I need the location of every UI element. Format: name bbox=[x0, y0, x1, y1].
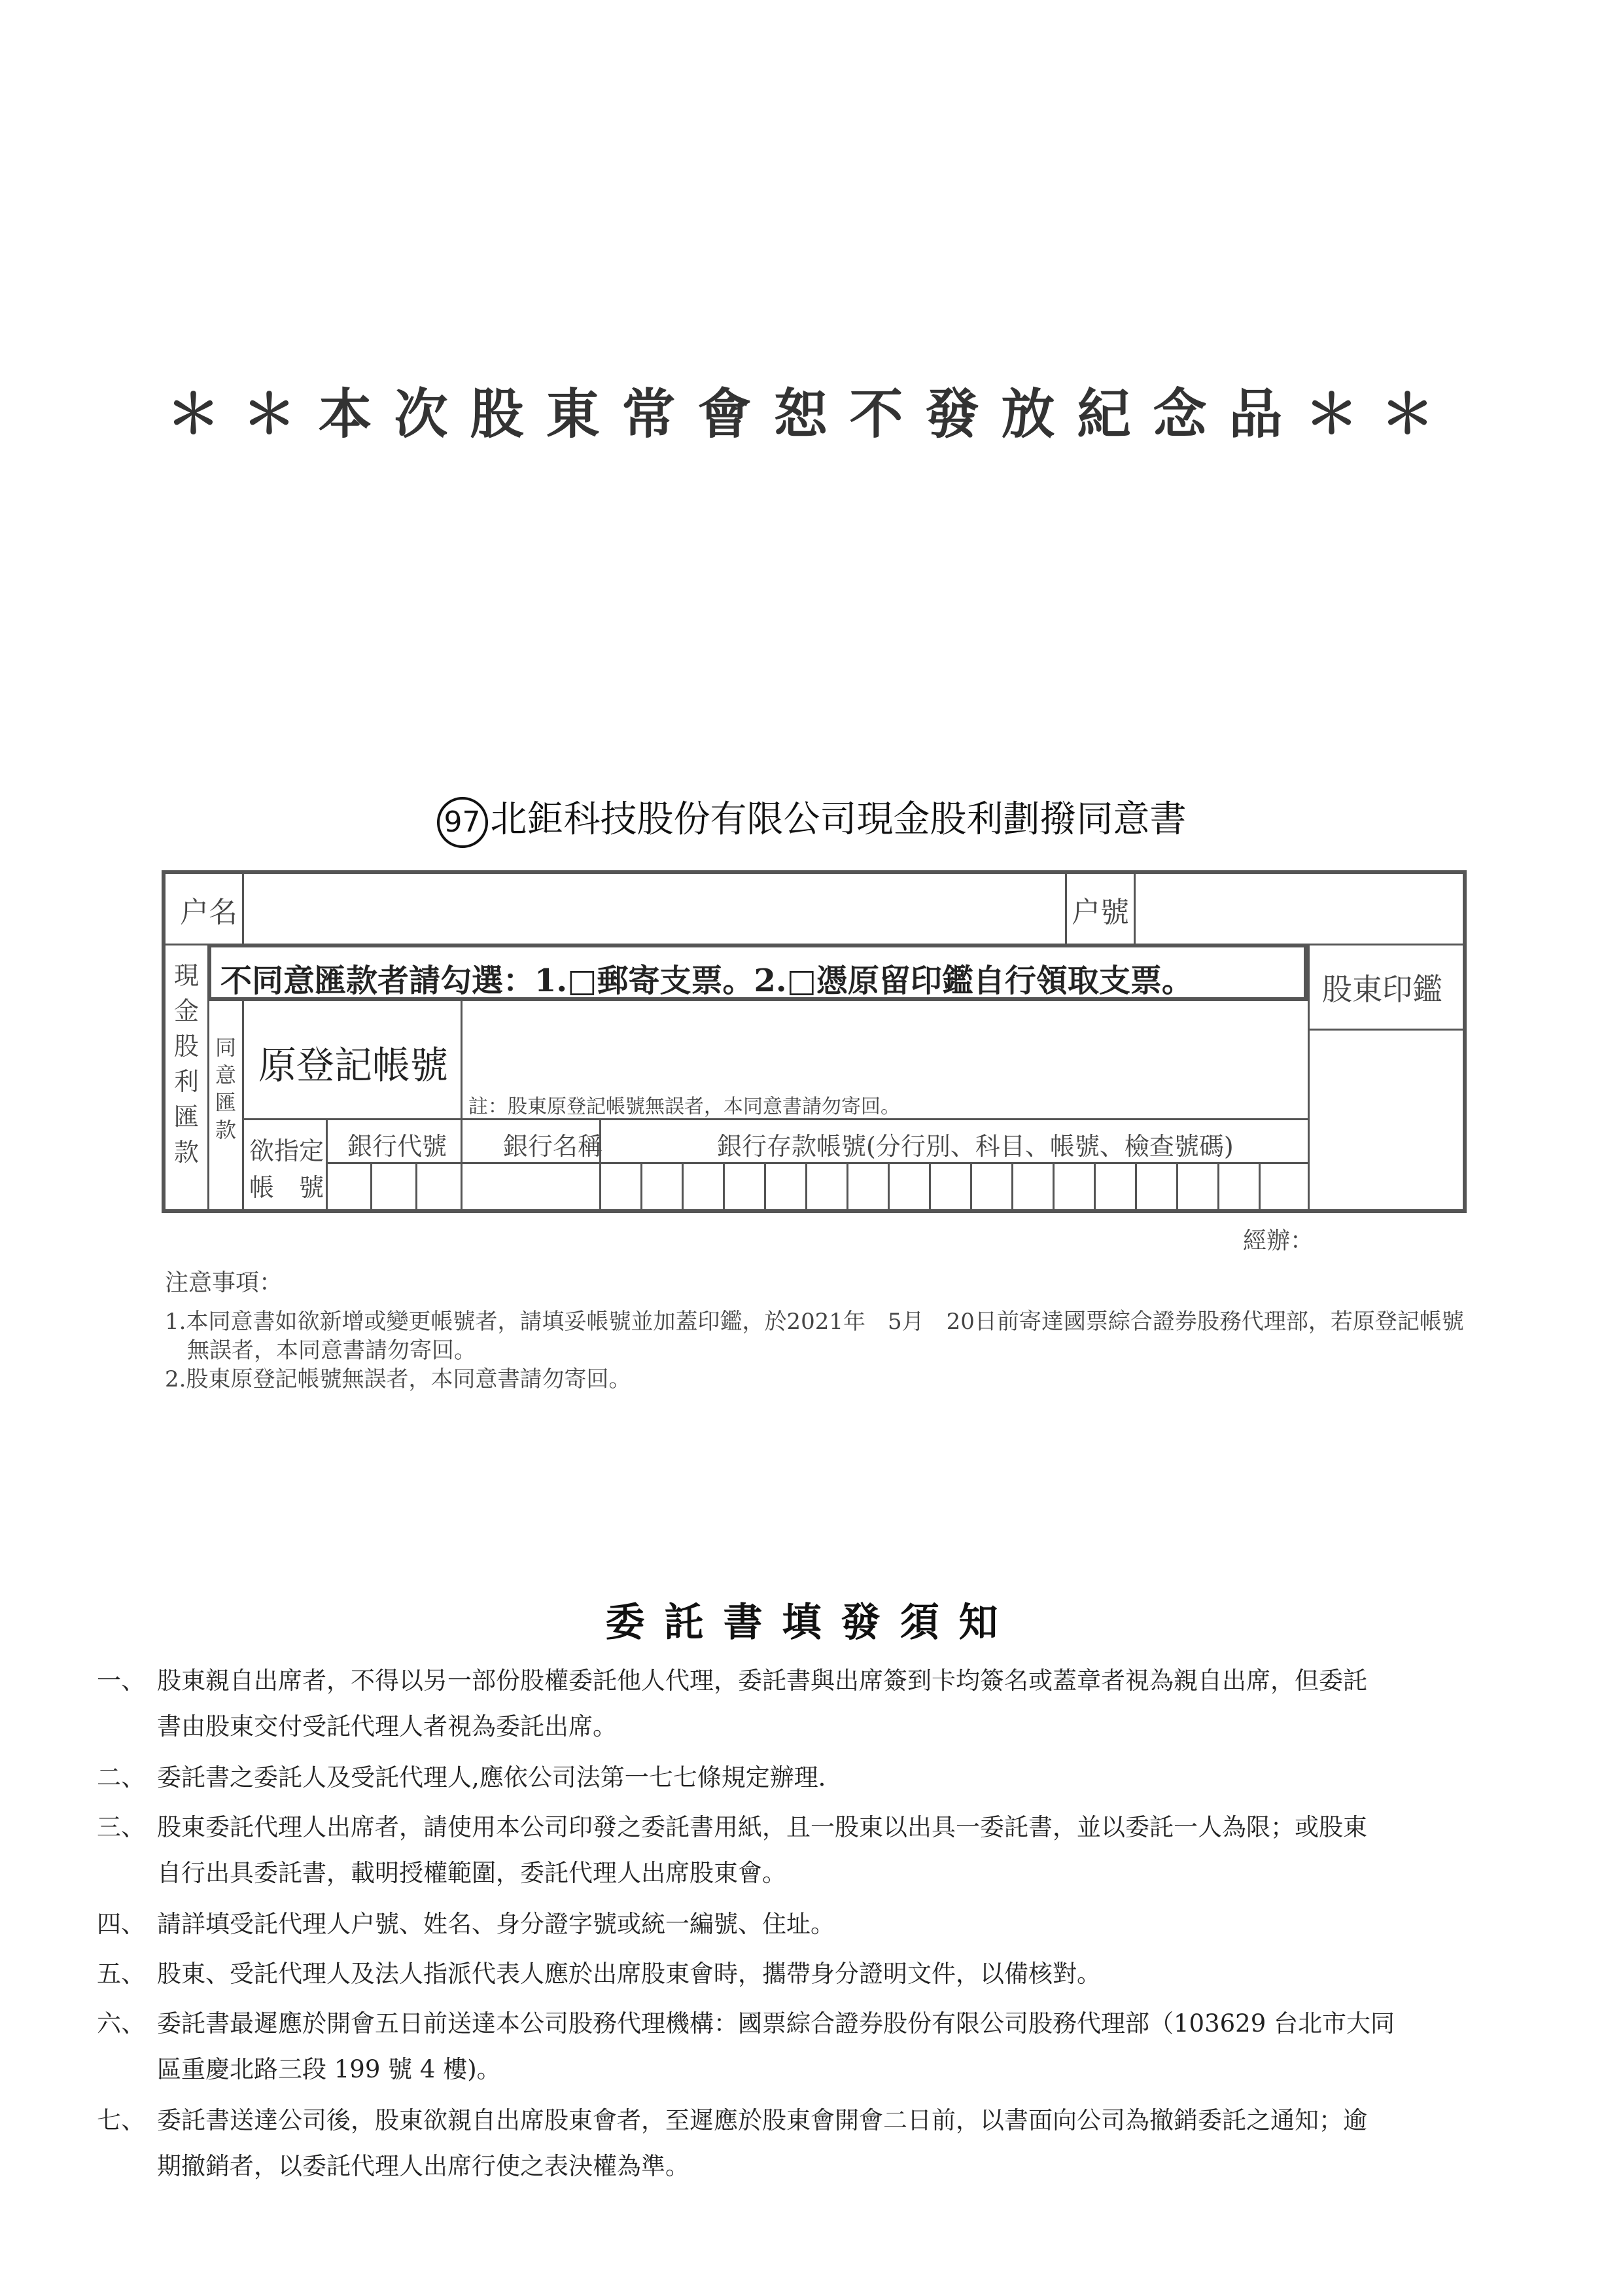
bank-name-header: 銀行名稱 bbox=[503, 1132, 603, 1161]
bank-name-field[interactable] bbox=[462, 1164, 597, 1211]
rule-2: 二、 委託書之委託人及受託代理人,應依公司法第一七七條規定辦理． bbox=[97, 1763, 843, 1792]
rule-7: 七、 委託書送達公司後，股東欲親自出席股東會者，至遲應於股東會開會二日前，以書面向公司為撤銷委託之通知；逾 期撤銷者，以委託代理人出席行使之表決權為準。 bbox=[97, 2106, 1367, 2180]
proxy-instructions-title: 委託書填發須知 bbox=[605, 1600, 1018, 1646]
rule-6: 六、 委託書最遲應於開會五日前送達本公司股務代理機構：國票綜合證券股份有限公司股務代理部（103629 台北市大同 區重慶北路三段 199 號 4 樓)。 bbox=[97, 2009, 1395, 2083]
form-code-badge: 97 bbox=[437, 797, 488, 848]
non-agree-options[interactable]: 不同意匯款者請勾選：1.□郵寄支票。2.□憑原留印鑑自行領取支票。 bbox=[220, 963, 1193, 999]
account-no-label: 户號 bbox=[1072, 896, 1129, 929]
rule-1: 一、 股東親自出席者，不得以另一部份股權委託他人代理，委託書與出席簽到卡均簽名或蓋章者視為親自出席，但委託 書由股東交付受託代理人者視為委託出席。 bbox=[97, 1667, 1367, 1740]
no-souvenir-banner: ＊＊本次股東常會恕不發放紀念品＊＊ bbox=[166, 383, 1457, 446]
form-title-row bbox=[0, 790, 1623, 848]
note-item-1: 1.本同意書如欲新增或變更帳號者，請填妥帳號並加蓋印鑑，於2021年 5月 20日前寄達國票綜合證券股務代理部，若原登記帳號 bbox=[165, 1309, 1464, 1335]
seal-box[interactable] bbox=[1310, 1031, 1461, 1210]
rule-4: 四、 請詳填受託代理人户號、姓名、身分證字號或統一編號、住址。 bbox=[97, 1910, 835, 1938]
cash-dividend-label: 現 金 股 利 匯 款 bbox=[173, 961, 199, 1167]
form-title: 北鉅科技股份有限公司現金股利劃撥同意書 bbox=[490, 798, 1187, 841]
bank-code-header: 銀行代號 bbox=[347, 1132, 447, 1161]
original-account-label: 原登記帳號 bbox=[258, 1043, 449, 1087]
account-name-label: 户名 bbox=[180, 896, 237, 929]
handler-label: 經辦： bbox=[1243, 1227, 1314, 1254]
designate-account-label: 欲指定 bbox=[249, 1137, 324, 1165]
notes-heading: 注意事項： bbox=[165, 1269, 283, 1296]
rule-5: 五、 股東、受託代理人及法人指派代表人應於出席股東會時，攜帶身分證明文件，以備核對。 bbox=[97, 1960, 1101, 1988]
bank-code-field[interactable] bbox=[328, 1164, 459, 1211]
original-account-note: 註：股東原登記帳號無誤者，本同意書請勿寄回。 bbox=[468, 1095, 900, 1118]
bank-account-cells[interactable] bbox=[599, 1162, 1308, 1213]
non-agree-box bbox=[207, 944, 1308, 1001]
account-no-field[interactable] bbox=[1136, 874, 1463, 942]
bank-account-header: 銀行存款帳號(分行別、科目、帳號、檢查號碼) bbox=[717, 1132, 1234, 1161]
note-item-2: 2.股東原登記帳號無誤者，本同意書請勿寄回。 bbox=[165, 1366, 631, 1392]
seal-label: 股東印鑑 bbox=[1322, 972, 1442, 1007]
dividend-transfer-form bbox=[162, 870, 1467, 1213]
rule-3: 三、 股東委託代理人出席者，請使用本公司印發之委託書用紙，且一股東以出具一委託書，並以委託一人為限；或股東 自行出具委託書，載明授權範圍，委託代理人出席股東會。 bbox=[97, 1813, 1367, 1887]
designate-account-label-2: 帳 號 bbox=[249, 1173, 324, 1202]
agree-transfer-label: 同 意 匯 款 bbox=[215, 1035, 236, 1142]
note-item-1-cont: 無誤者，本同意書請勿寄回。 bbox=[165, 1337, 476, 1364]
